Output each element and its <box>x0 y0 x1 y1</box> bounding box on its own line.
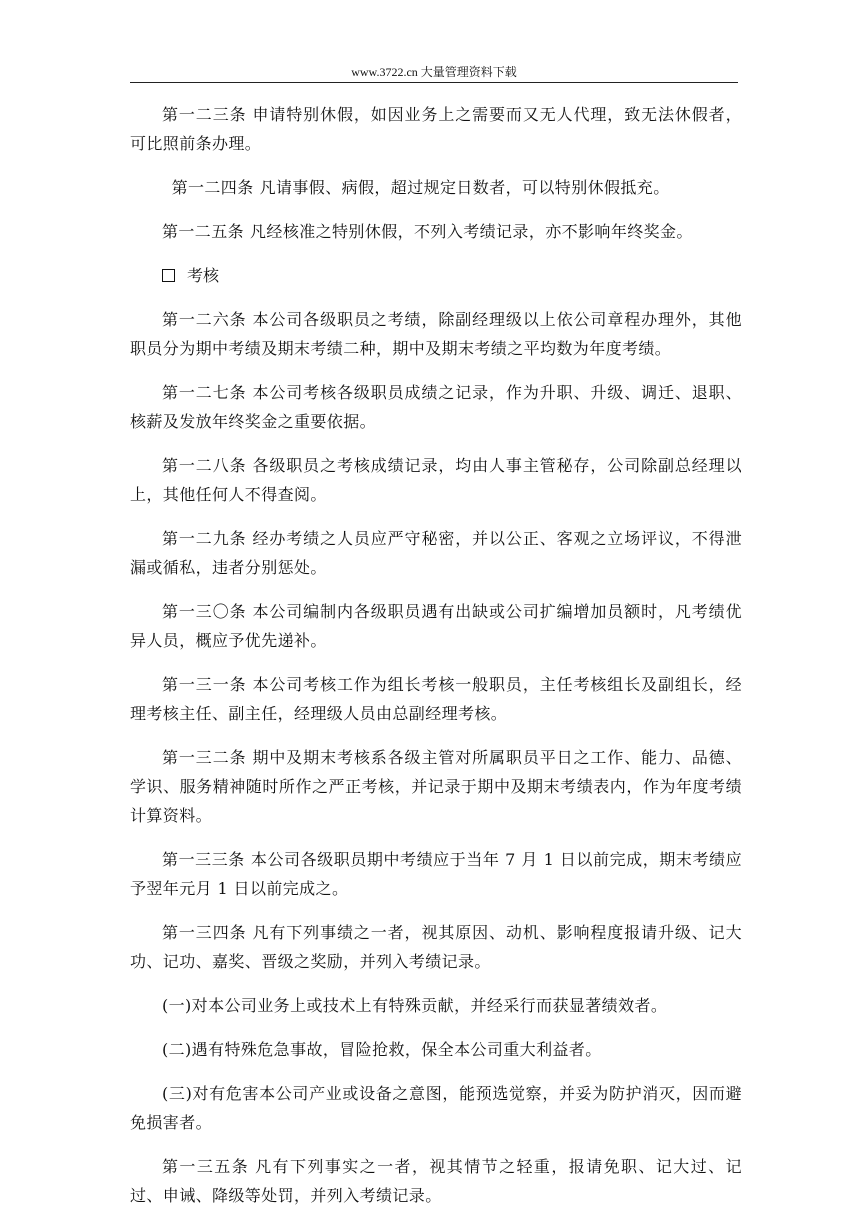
article-number: 第一二三条 <box>162 105 247 124</box>
article-number: 第一二七条 <box>162 383 247 402</box>
article-135 <box>130 1152 742 1210</box>
article-text: 申请特别休假，如因业务上之需要而又无人代理，致无法休假者，可比照前条办理。 <box>130 105 742 153</box>
article-132 <box>130 743 742 830</box>
article-text: 本公司考核各级职员成绩之记录，作为升职、升级、调迁、退职、核薪及发放年终奖金之重要依据。 <box>130 383 742 431</box>
article-127 <box>130 378 742 436</box>
article-number: 第一二四条 <box>171 178 254 197</box>
article-number: 第一三一条 <box>162 675 247 694</box>
article-text: 期中及期末考核系各级主管对所属职员平日之工作、能力、品德、学识、服务精神随时所作之严正考核，并记录于期中及期末考绩表内，作为年度考绩计算资料。 <box>130 748 742 825</box>
article-125 <box>130 217 742 246</box>
article-128 <box>130 451 742 509</box>
section-heading <box>130 261 742 290</box>
article-text: 本公司各级职员之考绩，除副经理级以上依公司章程办理外，其他职员分为期中考绩及期末考绩二种，期中及期末考绩之平均数为年度考绩。 <box>130 310 742 358</box>
article-text: 凡经核准之特别休假，不列入考绩记录，亦不影响年终奖金。 <box>250 222 693 241</box>
article-text: 经办考绩之人员应严守秘密，并以公正、客观之立场评议，不得泄漏或循私，违者分别惩处。 <box>130 529 742 577</box>
article-text: 各级职员之考核成绩记录，均由人事主管秘存，公司除副总经理以上，其他任何人不得查阅。 <box>130 456 742 504</box>
article-text: 凡有下列事实之一者，视其情节之轻重，报请免职、记大过、记过、申诫、降级等处罚，并列入考绩记录。 <box>130 1157 742 1205</box>
article-text: 本公司考核工作为组长考核一般职员，主任考核组长及副组长，经理考核主任、副主任，经理级人员由总副经理考核。 <box>130 675 742 723</box>
article-number: 第一三五条 <box>162 1157 250 1176</box>
list-item-3 <box>130 1079 742 1137</box>
article-131 <box>130 670 742 728</box>
article-124 <box>130 173 742 202</box>
article-number: 第一二六条 <box>162 310 247 329</box>
article-126 <box>130 305 742 363</box>
article-number: 第一三三条 <box>162 850 245 869</box>
article-130 <box>130 597 742 655</box>
article-number: 第一三〇条 <box>162 602 247 621</box>
article-number: 第一二九条 <box>162 529 247 548</box>
article-129 <box>130 524 742 582</box>
list-item-1 <box>130 991 742 1020</box>
article-text: 本公司各级职员期中考绩应于当年 7 月 1 日以前完成，期末考绩应予翌年元月 1 日以前完成之。 <box>130 850 742 898</box>
section-title: 考核 <box>187 266 220 285</box>
article-134 <box>130 918 742 976</box>
article-text: 凡有下列事绩之一者，视其原因、动机、影响程度报请升级、记大功、记功、嘉奖、晋级之奖励，并列入考绩记录。 <box>130 923 742 971</box>
list-item-2 <box>130 1035 742 1064</box>
article-number: 第一二五条 <box>162 222 245 241</box>
list-item-text: (三)对有危害本公司产业或设备之意图，能预选觉察，并妥为防护消灭，因而避免损害者。 <box>130 1084 742 1132</box>
article-123 <box>130 100 742 158</box>
list-item-text: (二)遇有特殊危急事故，冒险抢救，保全本公司重大利益者。 <box>162 1040 602 1059</box>
page-header: www.3722.cn 大量管理资料下载 <box>130 64 738 83</box>
article-number: 第一二八条 <box>162 456 247 475</box>
document-body <box>130 100 742 1225</box>
article-text: 本公司编制内各级职员遇有出缺或公司扩编增加员额时，凡考绩优异人员，概应予优先递补。 <box>130 602 742 650</box>
article-text: 凡请事假、病假，超过规定日数者，可以特别休假抵充。 <box>259 178 670 197</box>
checkbox-icon <box>162 269 175 282</box>
list-item-text: (一)对本公司业务上或技术上有特殊贡献，并经采行而获显著绩效者。 <box>162 996 668 1015</box>
article-133 <box>130 845 742 903</box>
article-number: 第一三四条 <box>162 923 247 942</box>
article-number: 第一三二条 <box>162 748 247 767</box>
